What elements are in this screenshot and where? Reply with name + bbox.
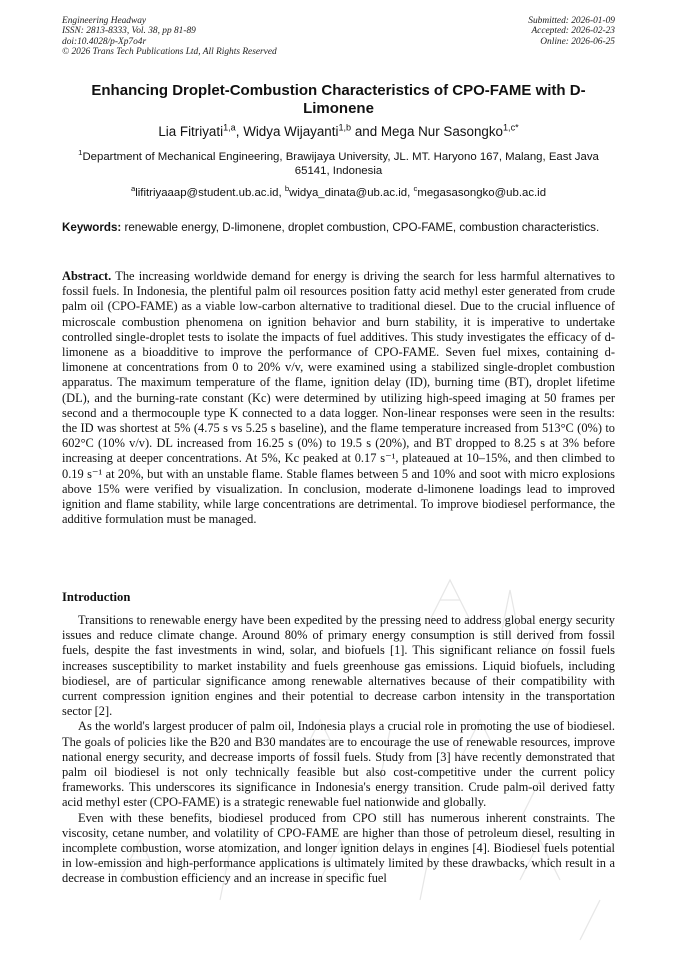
author-superscript: 1,a [223, 122, 236, 133]
keywords-text: renewable energy, D-limonene, droplet combustion, CPO-FAME, combustion characteristics. [121, 221, 600, 234]
journal-name: Engineering Headway [62, 16, 147, 26]
section-heading: Introduction [62, 590, 131, 604]
author-name: Widya Wijayanti [243, 124, 339, 139]
email-superscript: c [413, 184, 418, 194]
email-superscript: b [284, 184, 290, 194]
journal-doi: doi:10.4028/p-Xp7o4r [62, 36, 147, 47]
paragraph: Even with these benefits, biodiesel produced from CPO still has numerous inherent constraints. The viscosity, cetane number, and volatility of CPO-FAME are higher than those of petroleum diesel, resulting in incomplete combustion, worse atomization, and longer ignition delays in engines [4]. Biodiesel fuels potential in low-emission and high-performance applications is ultimately limited by these drawbacks, which result in a decrease in combustion efficiency and an increase in specific fuel [62, 810, 615, 886]
author-name: Lia Fitriyati [158, 124, 224, 139]
author-separator: , [235, 124, 244, 139]
keywords [62, 221, 615, 235]
journal-issn: ISSN: 2813-8333, Vol. 38, pp 81-89 [62, 26, 196, 37]
paper-page [62, 0, 615, 959]
accepted-date: Accepted: 2026-02-23 [531, 26, 615, 37]
affiliation-text: Department of Mechanical Engineering, Brawijaya University, JL. MT. Haryono 167, Malang, East Java 65141, Indonesia [82, 151, 599, 177]
abstract-label: Abstract. [62, 269, 112, 283]
author-superscript: 1,b [338, 122, 352, 133]
author-list [62, 124, 615, 140]
author-separator: and [351, 124, 381, 139]
submission-dates [375, 16, 615, 47]
submitted-date: Submitted: 2026-01-09 [528, 16, 615, 26]
affiliation [62, 150, 615, 178]
journal-copyright: © 2026 Trans Tech Publications Ltd, All Rights Reserved [62, 47, 277, 58]
email-link[interactable]: megasasongko@ub.ac.id [417, 187, 547, 199]
paragraph: Transitions to renewable energy have been expedited by the pressing need to address global energy security issues and reduce climate change. Around 80% of primary energy consumption is still derived from fossil fuels, despite the fast investments in wind, solar, and biofuels [1]. This significant reliance on fossil fuels increases susceptibility to market instability and fuels greenhouse gas emissions. Liquid biofuels, including biodiesel, are of particular significance among renewable alternatives because of their compatibility with current compression ignition engines and their potential to decrease carbon intensity in the transportation sector [2]. [62, 613, 615, 719]
email-link[interactable]: widya_dinata@ub.ac.id, [289, 187, 414, 199]
email-link[interactable]: lifitriyaaap@student.ub.ac.id, [135, 187, 285, 199]
paper-title: Enhancing Droplet-Combustion Characteristics of CPO-FAME with D-Limonene [91, 82, 586, 117]
introduction-body [62, 613, 615, 887]
abstract [62, 269, 615, 527]
author-name: Mega Nur Sasongko [380, 124, 503, 139]
journal-info [62, 16, 362, 58]
author-emails [62, 186, 615, 200]
online-date: Online: 2026-06-25 [540, 36, 615, 47]
keywords-label: Keywords: [62, 221, 122, 234]
paragraph: As the world's largest producer of palm oil, Indonesia plays a crucial role in promoting the use of biodiesel. The goals of policies like the B20 and B30 mandates are to encourage the use of renewable resources, improve national energy security, and decrease imports of fossil fuels. Study from [3] have recently demonstrated that palm oil biodiesel is not only technically feasible but also cost-competitive under the current policy frameworks. This underscores its significance in Indonesia's energy transition. Crude palm-oil derived fatty acid methyl ester (CPO-FAME) is a strategic renewable fuel nationwide and globally. [62, 719, 615, 810]
abstract-text: The increasing worldwide demand for energy is driving the search for less harmful alternatives to fossil fuels. In Indonesia, the plentiful palm oil resources position fatty acid methyl ester generated from crude palm oil (CPO-FAME) as a viable low-carbon alternative to traditional diesel. Due to the crucial influence of microscale combustion phenomena on ignition behavior and burn stability, it is imperative to undertake controlled single-droplet tests to isolate the impacts of fuel additives. This study investigates the efficacy of d-limonene as a bioadditive to improve the performance of CPO-FAME. Seven fuel mixes, containing d-limonene at concentrations from 0 to 20% v/v, were examined using a stabilized single-droplet combustion apparatus. The maximum temperature of the flame, ignition delay (ID), burning time (BT), droplet lifetime (DL), and the burning-rate constant (Kc) were determined by utilizing high-speed imaging at 50 frames per second and a thermocouple type K connected to a data logger. Non-linear responses were seen in the results: the ID was shortest at 5% (4.75 s vs 5.25 s baseline), and the flame temperature increased from 513°C (0%) to 602°C (10% v/v). DL increased from 16.25 s (0%) to 19.5 s (20%), and BT dropped to 8.25 s at 3% before increasing at deeper concentrations. At 5%, Kc peaked at 0.17 s⁻¹, plateaued at 10–15%, and then climbed to 0.19 s⁻¹ at 20%, but with an unstable flame. Stable flames between 5 and 10% and soot with micro explosions above 15% were verified by visualization. In conclusion, moderate d-limonene loadings lead to improved ignition and flame stability, while large concentrations are detrimental. To improve biodiesel performance, the additive formulation must be managed. [62, 269, 615, 527]
author-superscript: 1,c* [502, 122, 519, 133]
email-superscript: a [130, 184, 136, 194]
affiliation-superscript: 1 [78, 148, 83, 158]
